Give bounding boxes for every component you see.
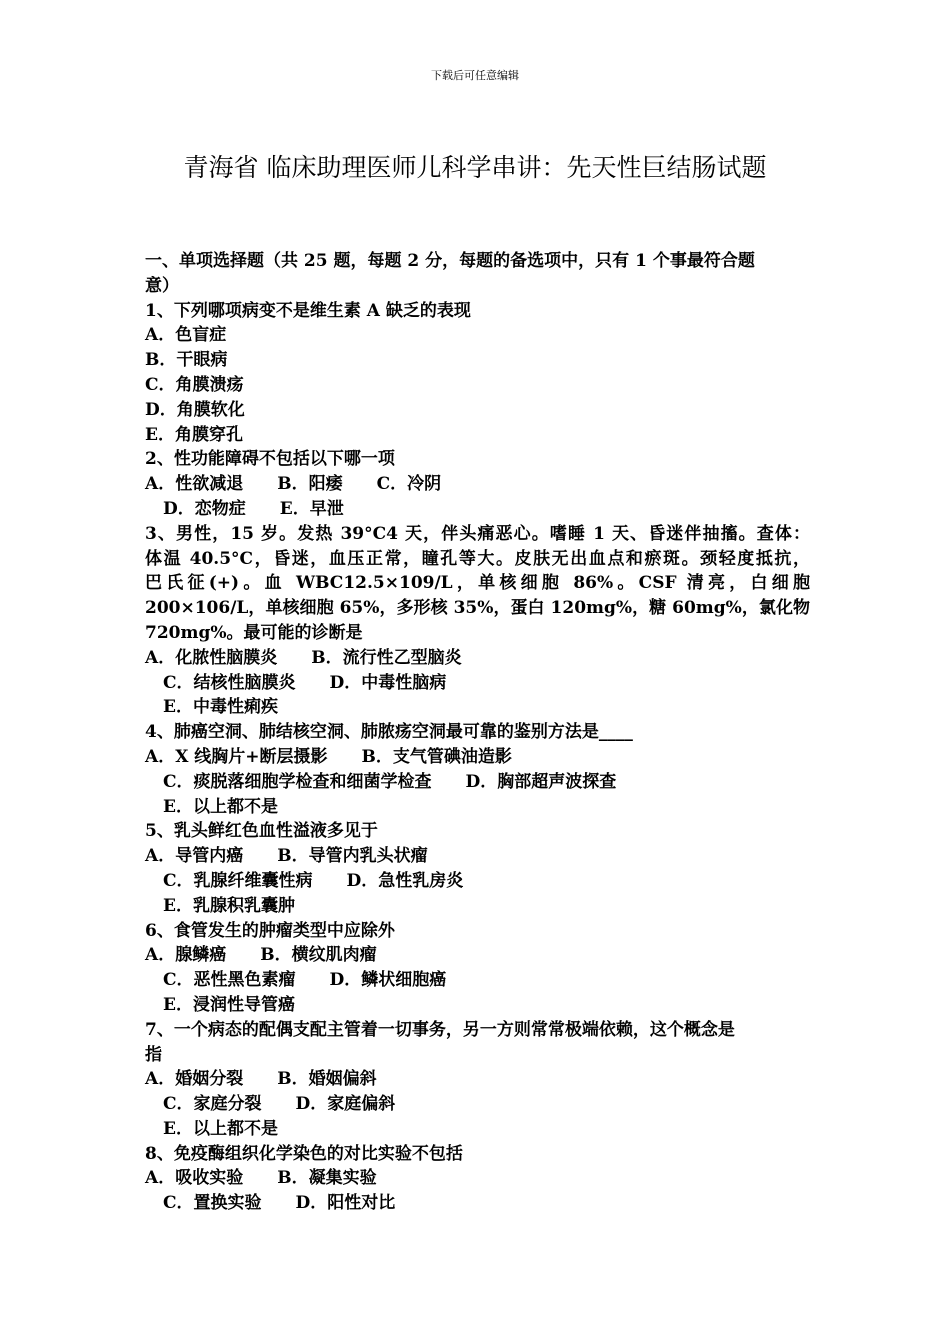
answer-option: B．支气管碘油造影 — [361, 746, 512, 767]
answer-option: D．阳性对比 — [295, 1193, 396, 1214]
option-row — [145, 373, 810, 398]
option-row — [145, 968, 810, 993]
option-row — [145, 646, 810, 671]
answer-option: A．X 线胸片+断层摄影 — [145, 746, 328, 767]
answer-option: A．化脓性脑膜炎 — [145, 647, 278, 668]
option-row — [145, 943, 810, 968]
question-stem: 720mg%。最可能的诊断是 — [145, 622, 363, 643]
answer-option: A．婚姻分裂 — [145, 1069, 244, 1090]
answer-option: E．以上都不是 — [163, 796, 278, 817]
option-row — [145, 1092, 810, 1117]
question-stem: 5、乳头鲜红色血性溢液多见于 — [145, 821, 378, 842]
answer-option: B．阳痿 — [277, 474, 343, 495]
section-heading-continued: 意） — [145, 275, 179, 296]
question-3 — [145, 522, 810, 720]
question-2 — [145, 447, 810, 521]
answer-option: D．中毒性脑病 — [329, 672, 447, 693]
answer-option: A．导管内癌 — [145, 846, 244, 867]
question-stem: 1、下列哪项病变不是维生素 A 缺乏的表现 — [145, 300, 471, 321]
answer-option: D．恋物症 — [163, 498, 246, 519]
question-stem: 2、性功能障碍不包括以下哪一项 — [145, 449, 395, 470]
question-8 — [145, 1142, 810, 1216]
option-row — [145, 671, 810, 696]
question-5 — [145, 819, 810, 918]
option-row — [145, 1067, 810, 1092]
question-stem: 指 — [145, 1044, 162, 1065]
question-stem: 6、食管发生的肿瘤类型中应除外 — [145, 920, 395, 941]
header-note: 下载后可任意编辑 — [431, 69, 519, 82]
option-row — [145, 1166, 810, 1191]
question-stem: 巴氏征(+)。血 WBC12.5×109/L，单核细胞 86%。CSF 清亮，白细胞 — [145, 573, 810, 594]
question-stem: 体温 40.5°C，昏迷，血压正常，瞳孔等大。皮肤无出血点和瘀斑。颈轻度抵抗， — [145, 548, 810, 569]
answer-option: E．浸润性导管癌 — [163, 994, 295, 1015]
option-row — [145, 348, 810, 373]
document-title: 青海省 临床助理医师儿科学串讲：先天性巨结肠试题 — [183, 153, 767, 182]
answer-option: A．性欲减退 — [145, 474, 244, 495]
answer-option: C．冷阴 — [376, 474, 442, 495]
answer-option: E．角膜穿孔 — [145, 424, 243, 445]
question-list — [145, 299, 810, 1216]
answer-option: E．中毒性痢疾 — [163, 697, 278, 718]
option-row — [145, 472, 810, 497]
answer-option: E．乳腺积乳囊肿 — [163, 895, 295, 916]
option-row — [145, 1191, 810, 1216]
question-4 — [145, 720, 810, 819]
answer-option: C．结核性脑膜炎 — [163, 672, 296, 693]
answer-option: A．吸收实验 — [145, 1168, 244, 1189]
option-row — [145, 1117, 810, 1142]
question-stem: 3、男性，15 岁。发热 39°C4 天，伴头痛恶心。嗜睡 1 天、昏迷伴抽搐。查体： — [145, 523, 810, 544]
option-row — [145, 894, 810, 919]
section-heading: 一、单项选择题（共 25 题，每题 2 分，每题的备选项中，只有 1 个事最符合题 — [145, 251, 755, 271]
question-stem: 7、一个病态的配偶支配主管着一切事务，另一方则常常极端依赖，这个概念是 — [145, 1019, 735, 1040]
option-row — [145, 770, 810, 795]
answer-option: C．乳腺纤维囊性病 — [163, 870, 313, 891]
option-row — [145, 423, 810, 448]
answer-option: C．家庭分裂 — [163, 1094, 262, 1115]
question-content — [145, 249, 810, 1216]
question-stem: 200×106/L，单核细胞 65%，多形核 35%，蛋白 120mg%，糖 60mg%，氯化物 — [145, 598, 810, 619]
answer-option: D．角膜软化 — [145, 399, 245, 420]
answer-option: C．恶性黑色素瘤 — [163, 970, 296, 991]
answer-option: B．凝集实验 — [277, 1168, 377, 1189]
answer-option: B．横纹肌肉瘤 — [260, 945, 377, 966]
answer-option: C．痰脱落细胞学检查和细菌学检查 — [163, 771, 432, 792]
question-7 — [145, 1018, 810, 1142]
answer-option: D．鳞状细胞癌 — [329, 970, 447, 991]
option-row — [145, 795, 810, 820]
question-6 — [145, 919, 810, 1018]
question-stem: 4、肺癌空洞、肺结核空洞、肺脓疡空洞最可靠的鉴别方法是____ — [145, 722, 633, 743]
option-row — [145, 398, 810, 423]
question-1 — [145, 299, 810, 448]
answer-option: D．胸部超声波探查 — [465, 771, 617, 792]
answer-option: E．早泄 — [279, 498, 344, 519]
answer-option: A．色盲症 — [145, 325, 227, 346]
option-row — [145, 993, 810, 1018]
answer-option: B．干眼病 — [145, 350, 228, 371]
answer-option: E．以上都不是 — [163, 1118, 278, 1139]
answer-option: A．腺鳞癌 — [145, 945, 227, 966]
option-row — [145, 497, 810, 522]
question-stem: 8、免疫酶组织化学染色的对比实验不包括 — [145, 1143, 463, 1164]
answer-option: B．流行性乙型脑炎 — [311, 647, 462, 668]
option-row — [145, 695, 810, 720]
answer-option: B．导管内乳头状瘤 — [277, 846, 428, 867]
option-row — [145, 745, 810, 770]
option-row — [145, 323, 810, 348]
answer-option: B．婚姻偏斜 — [277, 1069, 377, 1090]
option-row — [145, 869, 810, 894]
answer-option: C．置换实验 — [163, 1193, 262, 1214]
answer-option: D．急性乳房炎 — [346, 870, 464, 891]
answer-option: C．角膜溃疡 — [145, 374, 244, 395]
answer-option: D．家庭偏斜 — [295, 1094, 396, 1115]
option-row — [145, 844, 810, 869]
